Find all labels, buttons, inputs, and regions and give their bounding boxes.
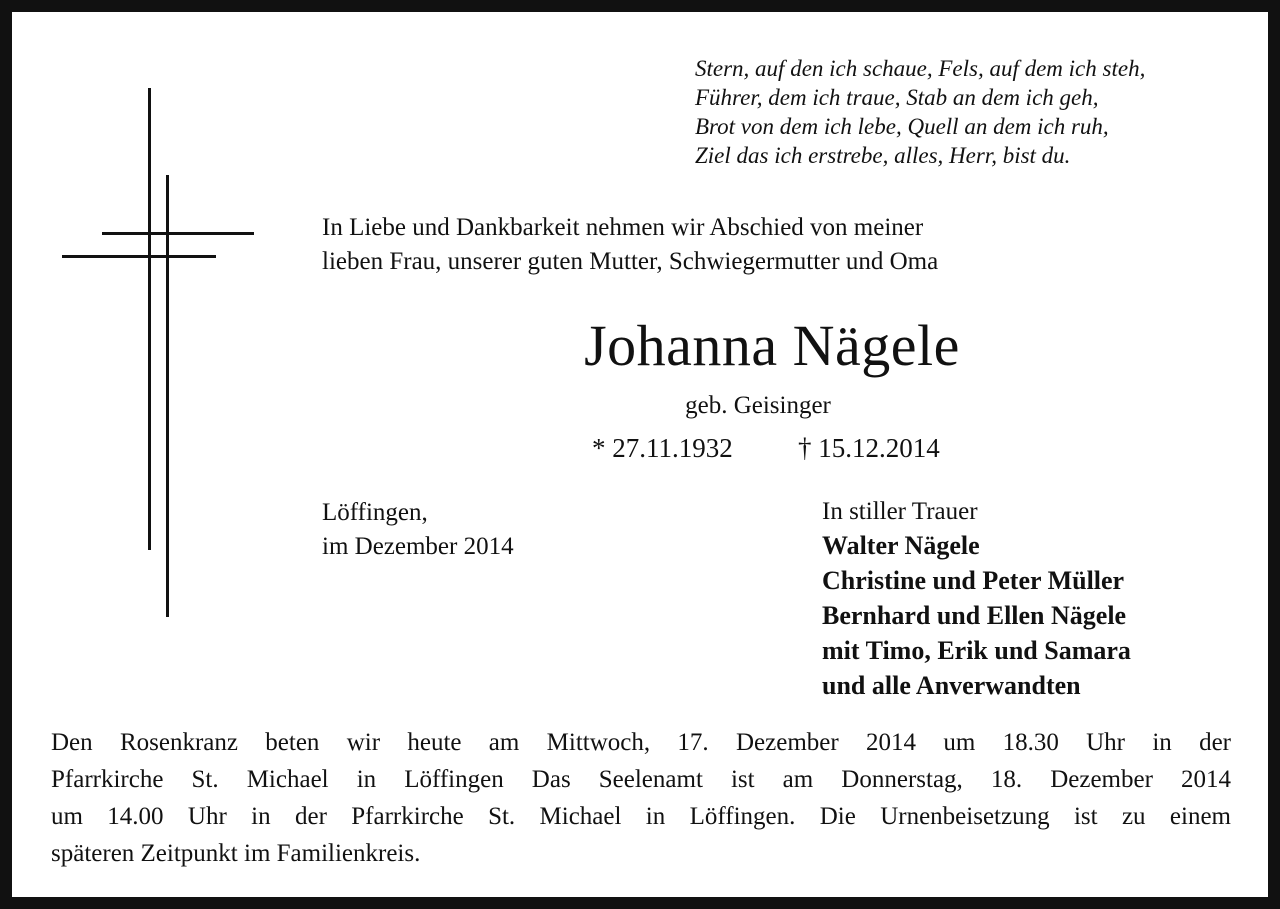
death-date: † 15.12.2014 [798, 433, 940, 463]
mourner-name: Christine und Peter Müller [822, 566, 1125, 595]
service-notice [51, 724, 1231, 872]
notice-line: Pfarrkirche St. Michael in Löffingen Das Seelenamt ist am Donnerstag, 18. Dezember 2014 [51, 766, 1231, 793]
mourners-block [822, 496, 1131, 703]
cross-upper-bar [102, 232, 254, 235]
mourner-name: mit Timo, Erik und Samara [822, 636, 1131, 665]
poem-verse [695, 54, 1145, 170]
intro-line: lieben Frau, unserer guten Mutter, Schwiegermutter und Oma [322, 248, 939, 275]
maiden-name: geb. Geisinger [685, 392, 831, 419]
poem-line: Ziel das ich erstrebe, alles, Herr, bist du. [695, 143, 1071, 168]
mourner-name: Walter Nägele [822, 531, 980, 560]
notice-line: um 14.00 Uhr in der Pfarrkirche St. Michael in Löffingen. Die Urnenbeisetzung ist zu einem [51, 803, 1231, 830]
notice-line: späteren Zeitpunkt im Familienkreis. [51, 840, 421, 867]
mourner-name: und alle Anverwandten [822, 671, 1081, 700]
poem-line: Brot von dem ich lebe, Quell an dem ich ruh, [695, 114, 1109, 139]
place-date: im Dezember 2014 [322, 533, 514, 560]
farewell-intro [322, 211, 938, 279]
place-and-date [322, 496, 514, 564]
mourner-name: Bernhard und Ellen Nägele [822, 601, 1127, 630]
obituary-card [12, 12, 1268, 897]
intro-line: In Liebe und Dankbarkeit nehmen wir Abschied von meiner [322, 214, 924, 241]
mourning-phrase: In stiller Trauer [822, 498, 978, 525]
birth-date: * 27.11.1932 [592, 433, 733, 463]
cross-lower-bar [62, 255, 216, 258]
place-city: Löffingen, [322, 499, 428, 526]
deceased-name: Johanna Nägele [584, 313, 960, 378]
notice-line: Den Rosenkranz beten wir heute am Mittwoch, 17. Dezember 2014 um 18.30 Uhr in der [51, 729, 1231, 756]
poem-line: Stern, auf den ich schaue, Fels, auf dem ich steh, [695, 56, 1146, 81]
poem-line: Führer, dem ich traue, Stab an dem ich geh, [695, 85, 1099, 110]
